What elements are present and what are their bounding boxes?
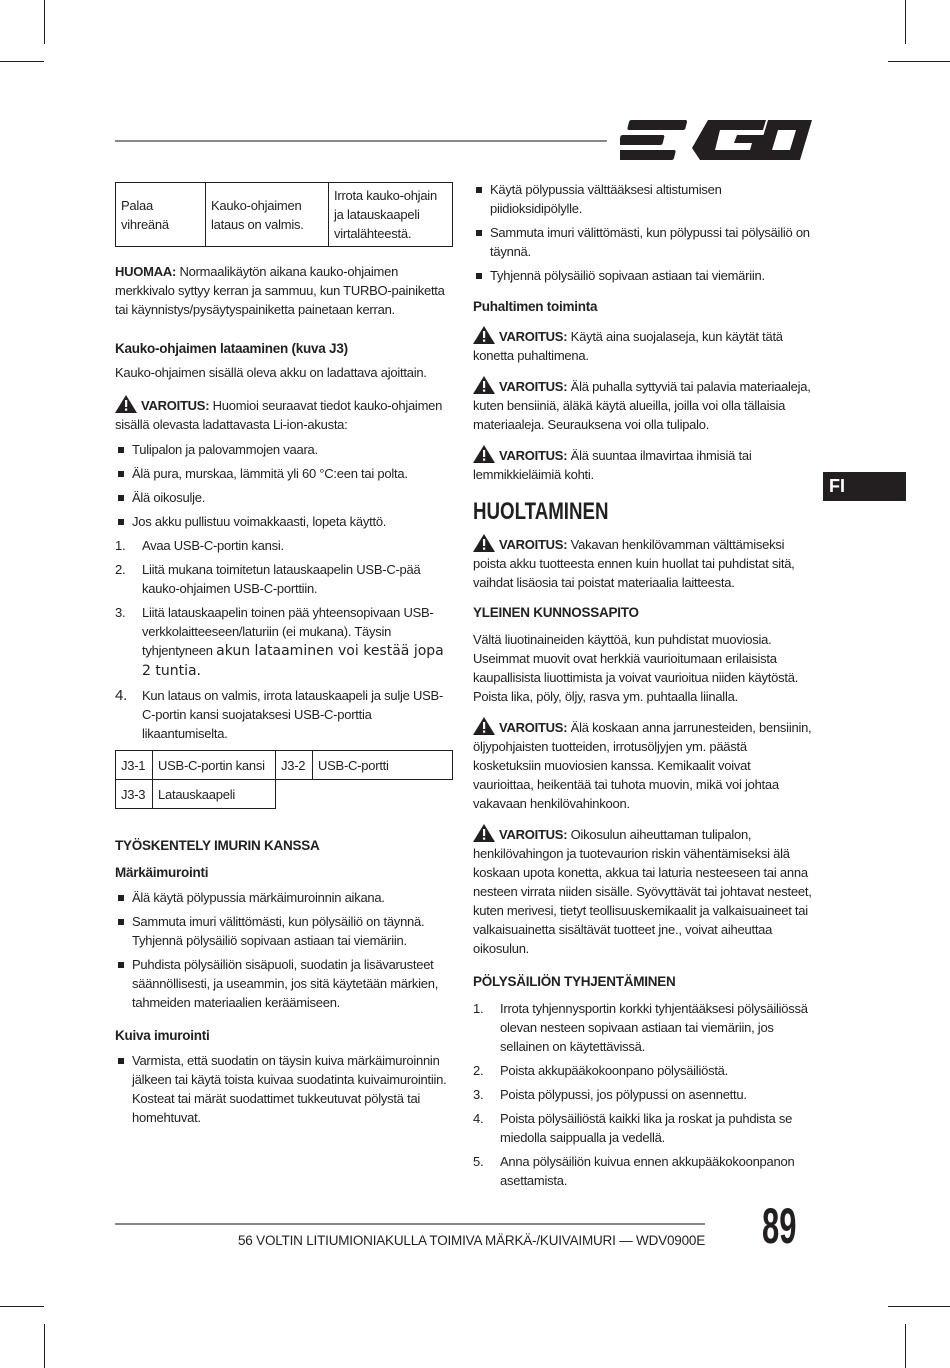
list-item: Sammuta imuri välittömästi, kun pölypussi tai pölysäiliö on täynnä. — [473, 223, 813, 261]
step-text: Irrota tyhjennysportin korkki tyhjentääksesi pölysäiliössä olevan nesteen sopivaan astiaan tai viemäriin, jos sellainen on käytettävissä. — [500, 1001, 808, 1054]
step-text: Kun lataus on valmis, irrota latauskaapeli ja sulje USB-C-portin kansi suojataksesi USB-C-porttia likaantumiselta. — [142, 688, 444, 741]
list-item — [473, 1109, 813, 1147]
subsection-heading: Puhaltimen toiminta — [473, 299, 598, 314]
table-cell: Irrota kauko-ohjain ja latauskaapeli virtalähteestä. — [329, 183, 453, 247]
step-text: Poista akkupääkokoonpano pölysäiliöstä. — [500, 1063, 729, 1078]
warning-text: Huomioi seuraavat tiedot kauko-ohjaimen sisällä olevasta ladattavasta Li-ion-akusta: — [115, 398, 443, 432]
note-text: Normaalikäytön aikana kauko-ohjaimen merkkivalo syttyy kerran ja sammuu, kun TURBO-painiketta tai käynnistys/pysäytyspainiketta painetaan kerran. — [115, 264, 445, 317]
table-cell: Palaa vihreänä — [116, 183, 206, 247]
warning-paragraph — [473, 717, 813, 813]
list-item: Älä käytä pölypussia märkäimuroinnin aikana. — [115, 888, 453, 907]
warning-text: Älä suuntaa ilmavirtaa ihmisiä tai lemmikkieläimiä kohti. — [473, 448, 752, 482]
list-item: Jos akku pullistuu voimakkaasti, lopeta käyttö. — [115, 512, 453, 531]
legend-code: J3-1 — [116, 751, 153, 780]
section-heading: YLEINEN KUNNOSSAPITO — [473, 605, 639, 620]
dry-bullet-list — [115, 1051, 453, 1127]
legend-label: USB-C-portin kansi — [153, 751, 276, 780]
warning-label: VAROITUS: — [141, 398, 210, 413]
header-rule — [115, 140, 607, 142]
ego-logo-icon — [620, 118, 812, 162]
body-paragraph: Kauko-ohjaimen sisällä oleva akku on ladattava ajoittain. — [115, 365, 427, 380]
list-item: Älä pura, murskaa, lämmitä yli 60 °C:een tai polta. — [115, 464, 453, 483]
list-item: Sammuta imuri välittömästi, kun pölysäiliö on täynnä. Tyhjennä pölysäiliö sopivaan astiaan tai viemäriin. — [115, 912, 453, 950]
list-item: Tulipalon ja palovammojen vaara. — [115, 440, 453, 459]
list-item — [115, 686, 453, 743]
charging-steps — [115, 536, 453, 743]
warning-label: VAROITUS: — [499, 379, 568, 394]
step-number: 5. — [473, 1154, 484, 1169]
warning-text: Älä koskaan anna jarrunesteiden, bensiinin, öljypohjaisten tuotteiden, irrotusöljyjen ym. päästä kosketuksiin muoviosien kanssa. Kemikaalit voivat vaurioittaa, heikentää tai tuhota muovin, mikä voi johtaa vakavaan henkilövahinkoon. — [473, 720, 812, 811]
note-label: HUOMAA: — [115, 264, 177, 279]
list-item: Älä oikosulje. — [115, 488, 453, 507]
step-text: Anna pölysäiliön kuivua ennen akkupääkokoonpanon asettamista. — [500, 1154, 795, 1188]
crop-mark — [44, 0, 45, 44]
section-heading: Kauko-ohjaimen lataaminen (kuva J3) — [115, 341, 348, 356]
subsection-heading: Kuiva imurointi — [115, 1028, 210, 1043]
emptying-steps — [473, 999, 813, 1190]
crop-mark — [888, 1306, 950, 1307]
list-item: Puhdista pölysäiliön sisäpuoli, suodatin ja lisävarusteet säännöllisesti, ja useammin, jos sitä käytetään märkien, tahmeiden materiaalien keräämiseen. — [115, 955, 453, 1012]
warning-triangle-icon — [473, 534, 495, 552]
step-number: 4. — [115, 687, 128, 704]
footer-text: 56 VOLTIN LITIUMIONIAKULLA TOIMIVA MÄRKÄ-/KUIVAIMURI — WDV0900E — [237, 1233, 705, 1248]
warning-triangle-icon — [473, 445, 495, 463]
step-text-large: akun lataaminen voi kestää jopa 2 tuntia. — [142, 643, 444, 679]
body-paragraph: Vältä liuotinaineiden käyttöä, kun puhdistat muoviosia. Useimmat muovit ovat herkkiä vaurioitumaan erilaisista kaupallisista liuottimista ja voivat vaurioitua niiden käytöstä. Poista lika, pöly, öljy, rasva ym. puhtaalla liinalla. — [473, 632, 799, 704]
section-heading: PÖLYSÄILIÖN TYHJENTÄMINEN — [473, 974, 676, 989]
list-item: Varmista, että suodatin on täysin kuiva märkäimuroinnin jälkeen tai käytä toista kuivaa suodatinta kuivaimurointiin. Kosteat tai märät suodattimet tukkeutuvat pölystä tai homehtuvat. — [115, 1051, 453, 1127]
warning-triangle-icon — [473, 717, 495, 735]
list-item — [473, 1152, 813, 1190]
legend-code: J3-2 — [276, 751, 313, 780]
list-item: Käytä pölypussia välttääksesi altistumisen piidioksidipölylle. — [473, 180, 813, 218]
warning-text: Käytä aina suojalaseja, kun käytät tätä konetta puhaltimena. — [473, 329, 783, 363]
legend-label: USB-C-portti — [313, 751, 453, 780]
list-item — [473, 1085, 813, 1104]
step-text: Liitä latauskaapelin toinen pää yhteensopivaan USB-verkkolaitteeseen/laturiin (ei mukana). Täysin tyhjentyneen — [142, 605, 434, 658]
page-number: 89 — [762, 1198, 797, 1254]
legend-code: J3-3 — [116, 780, 153, 809]
warning-text: Vakavan henkilövamman välttämiseksi poista akku tuotteesta ennen kuin huollat tai puhdistat sitä, vaihdat lisäosia tai poistat materiaalia laitteesta. — [473, 537, 795, 590]
dustbag-bullet-list — [473, 180, 813, 285]
crop-mark — [0, 1306, 44, 1307]
crop-mark — [44, 1324, 45, 1368]
legend-label: Latauskaapeli — [153, 780, 276, 809]
step-number: 4. — [473, 1111, 484, 1126]
warning-bullet-list — [115, 440, 453, 531]
crop-mark — [905, 0, 906, 44]
step-number: 2. — [115, 562, 126, 577]
warning-triangle-icon — [115, 395, 137, 413]
led-status-table — [115, 182, 453, 247]
list-item — [115, 560, 453, 598]
step-number: 3. — [115, 605, 126, 620]
warning-paragraph — [115, 395, 453, 434]
crop-mark — [905, 1324, 906, 1368]
warning-label: VAROITUS: — [499, 720, 568, 735]
empty-cell — [313, 780, 453, 809]
step-number: 2. — [473, 1063, 484, 1078]
step-text: Avaa USB-C-portin kansi. — [142, 538, 284, 553]
warning-paragraph — [473, 534, 813, 592]
warning-text: Oikosulun aiheuttaman tulipalon, henkilövahingon ja tuotevaurion riskin vähentämiseksi älä koskaan upota konetta, akkua tai laturia nesteeseen tai anna nesteen virrata niiden sisälle. Syövyttävät tai johtavat nesteet, kuten merivesi, tietyt teollisuuskemikaalit ja valkaisuaineet tai valkaisuainetta sisältävät tuotteet jne., voivat aiheuttaa oikosulun. — [473, 827, 812, 956]
list-item — [115, 603, 453, 681]
warning-label: VAROITUS: — [499, 537, 568, 552]
right-column — [473, 180, 813, 1195]
step-text: Liitä mukana toimitetun latauskaapelin USB-C-pää kauko-ohjaimen USB-C-porttiin. — [142, 562, 421, 596]
warning-label: VAROITUS: — [499, 448, 568, 463]
note-paragraph — [115, 262, 453, 319]
crop-mark — [888, 61, 950, 62]
crop-mark — [0, 61, 44, 62]
language-tab — [823, 472, 906, 501]
wet-bullet-list — [115, 888, 453, 1012]
warning-triangle-icon — [473, 376, 495, 394]
brand-logo — [620, 118, 812, 162]
empty-cell — [276, 780, 313, 809]
step-number: 1. — [473, 1001, 484, 1016]
left-column — [115, 182, 453, 1132]
step-text: Poista pölypussi, jos pölypussi on asennettu. — [500, 1087, 747, 1102]
warning-paragraph — [473, 376, 813, 434]
subsection-heading: Märkäimurointi — [115, 865, 209, 880]
j3-legend-table — [115, 750, 453, 809]
language-tab-label: FI — [829, 476, 845, 496]
warning-label: VAROITUS: — [499, 827, 568, 842]
section-heading: TYÖSKENTELY IMURIN KANSSA — [115, 838, 320, 853]
warning-text: Älä puhalla syttyviä tai palavia materiaaleja, kuten bensiiniä, äläkä käytä alueilla, joilla voi olla tällaisia materiaaleja. Seurauksena voi olla tulipalo. — [473, 379, 811, 432]
warning-triangle-icon — [473, 824, 495, 842]
warning-triangle-icon — [473, 326, 495, 344]
warning-label: VAROITUS: — [499, 329, 568, 344]
step-number: 1. — [115, 538, 126, 553]
maintenance-heading: HUOLTAMINEN — [473, 498, 609, 525]
warning-paragraph — [473, 824, 813, 958]
step-text: Poista pölysäiliöstä kaikki lika ja roskat ja puhdista se miedolla saippualla ja vedellä. — [500, 1111, 793, 1145]
list-item: Tyhjennä pölysäiliö sopivaan astiaan tai viemäriin. — [473, 266, 813, 285]
warning-paragraph — [473, 445, 813, 484]
table-cell: Kauko-ohjaimen lataus on valmis. — [206, 183, 329, 247]
footer-rule — [115, 1223, 705, 1225]
list-item — [473, 999, 813, 1056]
step-number: 3. — [473, 1087, 484, 1102]
list-item — [115, 536, 453, 555]
warning-paragraph — [473, 326, 813, 365]
list-item — [473, 1061, 813, 1080]
